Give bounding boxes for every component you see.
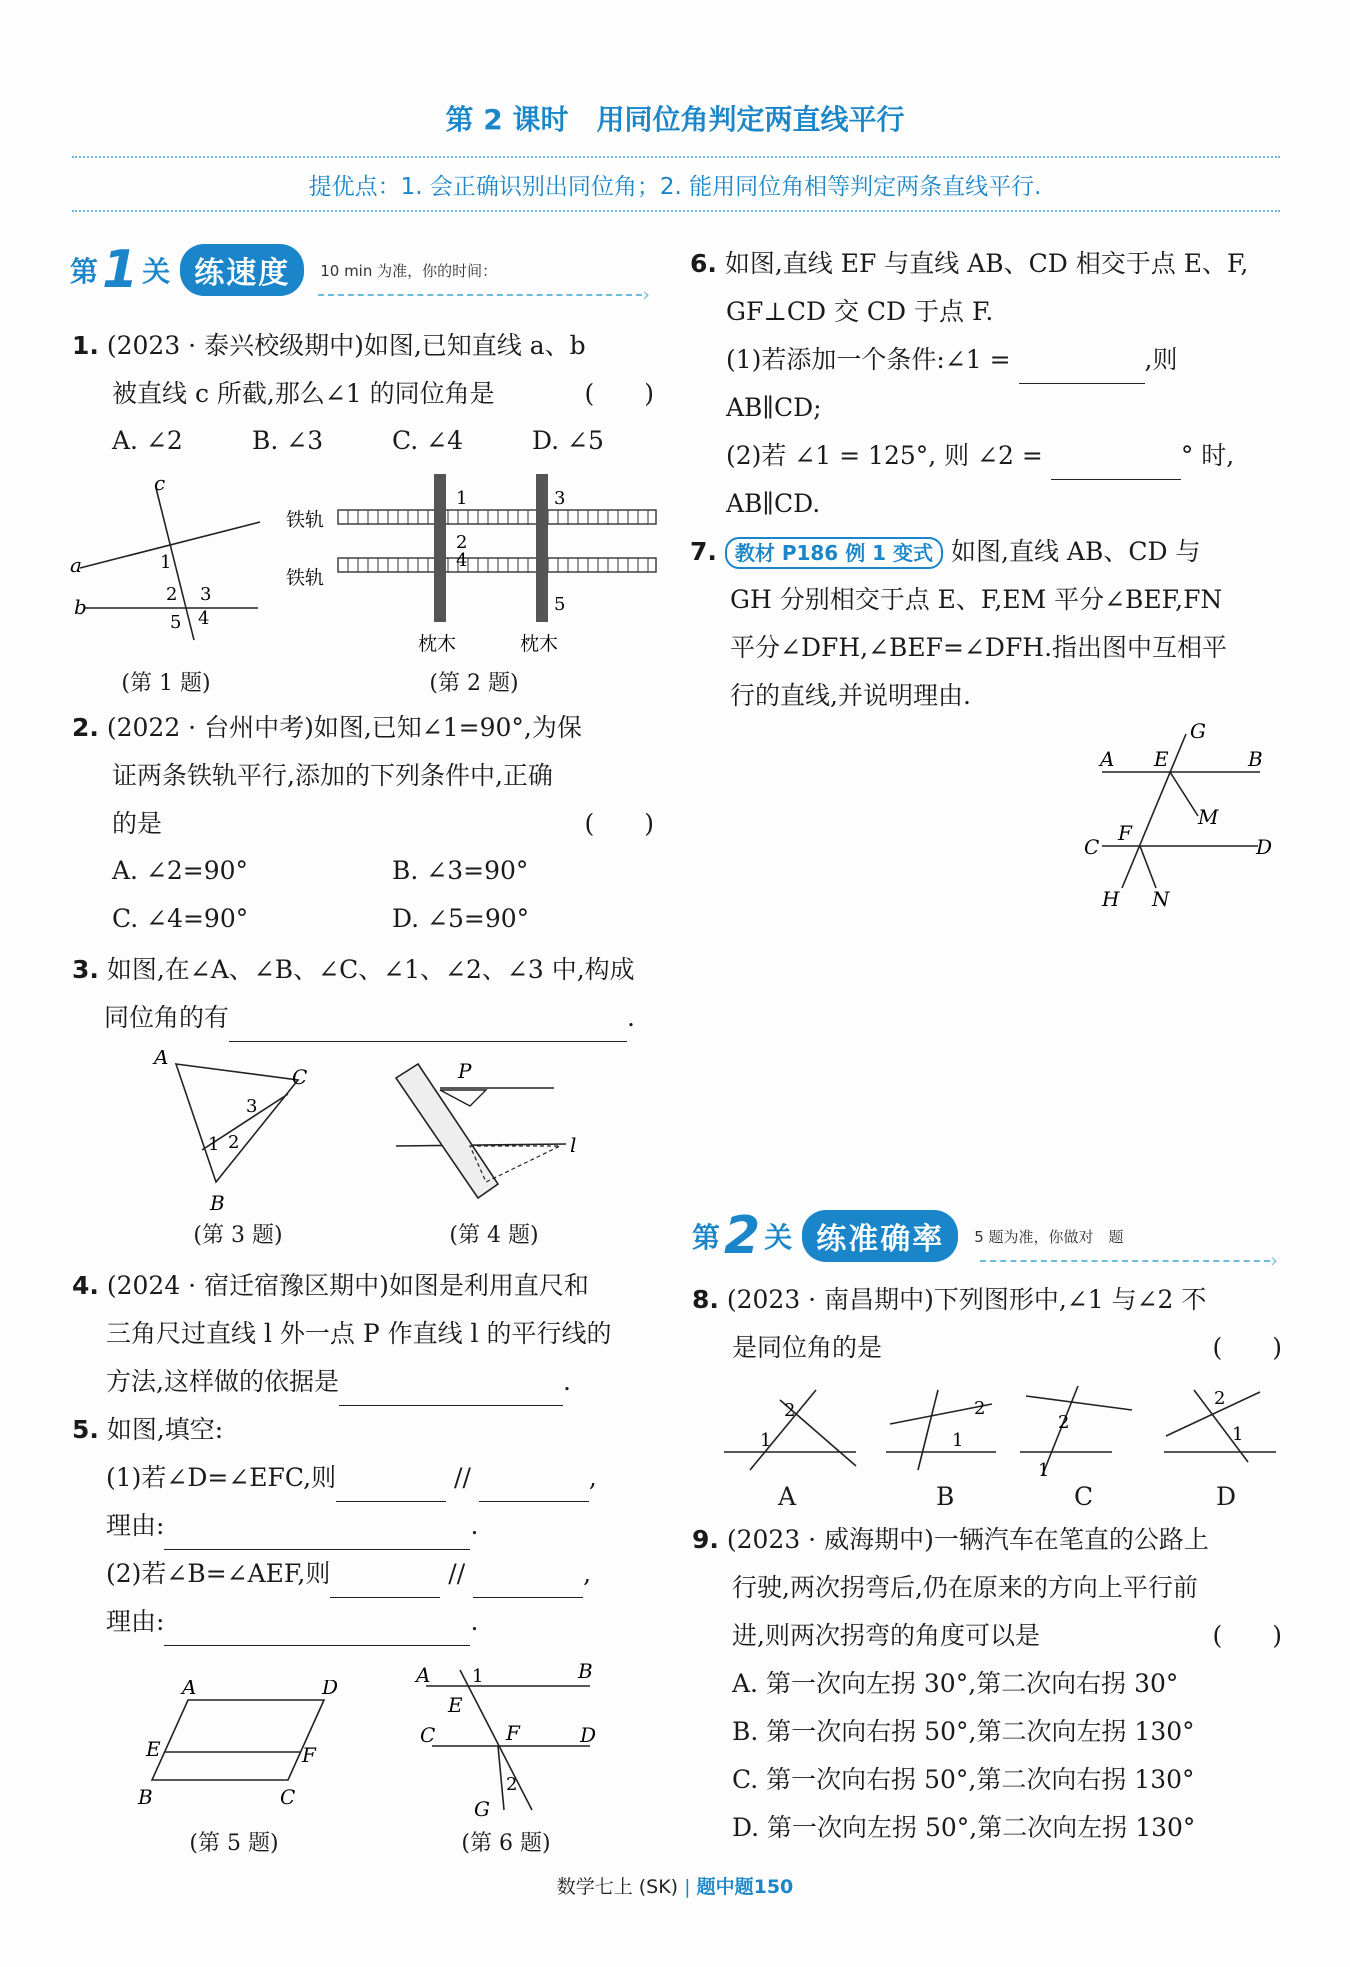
q6-line1: 如图,直线 EF 与直线 AB、CD 相交于点 E、F,	[724, 249, 1249, 278]
q8-choice-d: D	[1216, 1482, 1237, 1511]
question-8	[692, 1276, 1282, 1372]
q3-line2: 同位角的有	[104, 1003, 230, 1032]
figure-3	[150, 1050, 320, 1218]
fig6-label-G: G	[474, 1797, 490, 1820]
divider-top	[72, 156, 1280, 158]
fig7-label-B: B	[1248, 747, 1263, 771]
fig7-ray-FN	[1140, 846, 1156, 888]
q2-line1: (2022 · 台州中考)如图,已知∠1=90°,为保	[106, 713, 582, 742]
q8-line1: (2023 · 南昌期中)下列图形中,∠1 与∠2 不	[726, 1285, 1207, 1314]
fig5-label-F: F	[302, 1743, 316, 1767]
q8-d-label-2: 2	[1214, 1388, 1226, 1409]
q9-option-c: C. 第一次向右拐 50°,第二次向右拐 130°	[732, 1765, 1195, 1794]
q7-textbook-tag: 教材 P186 例 1 变式	[725, 537, 943, 569]
q5-reason-2-blank[interactable]	[164, 1615, 470, 1646]
fig1-label-c: c	[154, 471, 166, 495]
q8-c-label-1: 1	[1038, 1460, 1050, 1481]
q5-p1: (1)若∠D=∠EFC,则	[106, 1463, 337, 1492]
fig6-line-GF	[498, 1746, 504, 1810]
fig5-label-B: B	[138, 1785, 153, 1809]
fig6-label-A: A	[416, 1663, 431, 1687]
fig7-label-A: A	[1100, 747, 1115, 771]
fig1-label-5: 5	[170, 612, 182, 633]
fig5-label-E: E	[146, 1737, 161, 1761]
fig7-label-D: D	[1256, 835, 1273, 859]
stage1-line	[318, 294, 642, 296]
question-1	[72, 322, 654, 418]
fig2-label-2: 2	[456, 532, 468, 553]
fig2-sleeper-label-1: 枕木	[418, 633, 457, 655]
q8-a-label-1: 1	[760, 1430, 772, 1451]
figure-2	[282, 474, 662, 660]
q3-num: 3.	[72, 955, 99, 984]
q5-p1-parallel: //	[454, 1463, 471, 1492]
fig2-rail-label-1: 铁轨	[286, 509, 325, 531]
q7-line2: GH 分别相交于点 E、F,EM 平分∠BEF,FN	[730, 585, 1223, 614]
stage2-guan: 关	[764, 1221, 793, 1254]
footer-book: 数学七上 (SK)	[556, 1876, 679, 1898]
q4-blank[interactable]	[339, 1375, 563, 1406]
q9-paren: ( )	[1212, 1621, 1282, 1650]
fig2-rail-bottom	[338, 558, 656, 572]
fig4-ruler	[396, 1064, 498, 1198]
q5-p2-parallel: //	[448, 1559, 466, 1588]
stage1-header	[70, 240, 498, 300]
stage1-name: 练速度	[180, 244, 304, 296]
q4-num: 4.	[72, 1271, 99, 1300]
q1-line1: (2023 · 泰兴校级期中)如图,已知直线 a、b	[106, 331, 586, 360]
stage2-line	[980, 1260, 1270, 1262]
fig3-label-C: C	[292, 1065, 308, 1089]
q6-p2a: (2)若 ∠1 = 125°, 则 ∠2 =	[726, 441, 1043, 470]
fig6-label-2: 2	[506, 1774, 518, 1795]
fig5-label-C: C	[280, 1785, 296, 1809]
stage2-name: 练准确率	[802, 1210, 958, 1262]
fig5-label-D: D	[322, 1680, 339, 1699]
q8-b-label-1: 1	[952, 1430, 964, 1451]
fig1-label-3: 3	[200, 584, 212, 605]
fig3-label-A: A	[154, 1050, 169, 1069]
question-3: 3. 如图,在∠A、∠B、∠C、∠1、∠2、∠3 中,构成 同位角的有 .	[72, 946, 654, 1042]
fig1-label-b: b	[74, 595, 87, 619]
q8-choice-a: A	[778, 1482, 797, 1511]
lesson-title: 第 2 课时 用同位角判定两直线平行	[445, 103, 905, 136]
q9-line1: (2023 · 威海期中)一辆汽车在笔直的公路上	[726, 1525, 1209, 1554]
fig1-label-1: 1	[160, 552, 172, 573]
fig1-caption: (第 1 题)	[121, 671, 211, 696]
fig7-label-N: N	[1152, 887, 1170, 911]
stage1-num: 1	[102, 240, 139, 300]
stage1-di: 第	[70, 255, 99, 288]
fig1-label-a: a	[70, 553, 82, 577]
stage1-note: 10 min 为准，你的时间：	[320, 261, 498, 280]
q9-num: 9.	[692, 1525, 719, 1554]
fig3-triangle	[176, 1064, 298, 1182]
figure-6	[410, 1650, 610, 1820]
question-4: 4. (2024 · 宿迁宿豫区期中)如图是利用直尺和 三角尺过直线 l 外一点 P 作直线 l 的平行线的 方法,这样做的依据是 .	[72, 1262, 654, 1406]
fig4-triangle-top	[440, 1090, 486, 1106]
q6-p1-blank[interactable]	[1019, 353, 1145, 384]
fig6-label-C: C	[420, 1723, 436, 1747]
q4-line2: 三角尺过直线 l 外一点 P 作直线 l 的平行线的	[106, 1319, 612, 1348]
q6-line2: GF⊥CD 交 CD 于点 F.	[726, 297, 994, 326]
stage2-note: 5 题为准，你做对 题	[974, 1227, 1124, 1246]
q5-p1-blank-1[interactable]	[336, 1471, 446, 1502]
fig3-label-2: 2	[228, 1132, 240, 1153]
q2-option-a: A. ∠2=90°	[112, 856, 249, 885]
footer-brand: 题中题	[696, 1876, 754, 1898]
question-9	[692, 1516, 1282, 1852]
fig2-sleeper-left	[434, 474, 446, 622]
q4-line3: 方法,这样做的依据是	[106, 1367, 339, 1396]
q9-option-b: B. 第一次向右拐 50°,第二次向左拐 130°	[732, 1717, 1195, 1746]
fig5-caption: (第 5 题)	[189, 1831, 279, 1856]
fig3-label-B: B	[210, 1191, 225, 1215]
fig3-caption: (第 3 题)	[193, 1223, 283, 1248]
question-6	[690, 240, 1282, 528]
q8-figure-a	[724, 1390, 856, 1470]
q9-option-a: A. 第一次向左拐 30°,第二次向右拐 30°	[732, 1669, 1179, 1698]
fig6-caption: (第 6 题)	[461, 1831, 551, 1856]
q8-figures	[720, 1380, 1280, 1496]
fig2-label-3: 3	[554, 488, 566, 509]
q2-line2: 证两条铁轨平行,添加的下列条件中,正确	[112, 761, 553, 790]
fig5-label-A: A	[182, 1680, 197, 1699]
fig2-caption: (第 2 题)	[429, 671, 519, 696]
fig6-label-B: B	[578, 1659, 593, 1683]
q8-c-label-2: 2	[1058, 1412, 1070, 1433]
q3-line1: 如图,在∠A、∠B、∠C、∠1、∠2、∠3 中,构成	[106, 955, 635, 984]
q2-paren: ( )	[584, 809, 654, 838]
fig6-label-1: 1	[472, 1666, 484, 1687]
q4-line1: (2024 · 宿迁宿豫区期中)如图是利用直尺和	[106, 1271, 589, 1300]
fig2-label-5: 5	[554, 594, 566, 615]
q6-p2c: AB∥CD.	[726, 489, 821, 518]
fig6-label-F: F	[506, 1721, 520, 1745]
q1-line2: 被直线 c 所截,那么∠1 的同位角是	[112, 379, 495, 408]
fig2-sleeper-right	[536, 474, 548, 622]
q5-p2-blank-1[interactable]	[330, 1567, 440, 1598]
q5-reason-1: 理由:	[106, 1511, 165, 1540]
fig2-rail-top	[338, 510, 656, 524]
fig4-label-l: l	[570, 1133, 577, 1157]
q5-p1-blank-2[interactable]	[479, 1471, 589, 1502]
q7-line4: 行的直线,并说明理由.	[730, 681, 971, 710]
fig7-label-F: F	[1118, 821, 1132, 845]
q8-paren: ( )	[1212, 1333, 1282, 1362]
figure-5	[130, 1680, 350, 1820]
figure-4	[386, 1050, 586, 1218]
fig6-line-EF	[460, 1670, 532, 1810]
q1-option-a: A. ∠2	[112, 426, 183, 455]
stage2-di: 第	[692, 1221, 721, 1254]
q2-option-b: B. ∠3=90°	[392, 856, 529, 885]
stage1-guan: 关	[142, 255, 171, 288]
q8-d-label-1: 1	[1232, 1424, 1244, 1445]
q8-figure-c	[1020, 1386, 1132, 1481]
q2-line3: 的是	[112, 809, 163, 838]
q8-figure-b	[886, 1390, 996, 1470]
q1-num: 1.	[72, 331, 99, 360]
page-footer: 数学七上 (SK) | 题中题150	[556, 1876, 794, 1898]
fig1-label-2: 2	[166, 584, 178, 605]
fig7-label-H: H	[1102, 887, 1120, 911]
figure-7	[1076, 716, 1276, 916]
divider-bottom	[72, 210, 1280, 212]
fig6-label-D: D	[580, 1723, 597, 1747]
q9-option-d: D. 第一次向左拐 50°,第二次向左拐 130°	[732, 1813, 1196, 1842]
tips-line: 提优点：1. 会正确识别出同位角；2. 能用同位角相等判定两条直线平行.	[308, 174, 1042, 200]
q8-num: 8.	[692, 1285, 719, 1314]
q9-line3: 进,则两次拐弯的角度可以是	[732, 1621, 1040, 1650]
figure-1	[70, 470, 270, 650]
q1-option-c: C. ∠4	[392, 426, 463, 455]
question-2	[72, 704, 654, 848]
question-7	[690, 528, 1282, 720]
q7-line1: 如图,直线 AB、CD 与	[951, 537, 1201, 566]
fig7-label-M: M	[1198, 805, 1219, 829]
q8-choice-c: C	[1074, 1482, 1094, 1511]
q9-line2: 行驶,两次拐弯后,仍在原来的方向上平行前	[732, 1573, 1198, 1602]
q5-p2-blank-2[interactable]	[473, 1567, 583, 1598]
q5-p2: (2)若∠B=∠AEF,则	[106, 1559, 331, 1588]
q7-line3: 平分∠DFH,∠BEF=∠DFH.指出图中互相平	[730, 633, 1228, 662]
q8-a-label-2: 2	[784, 1400, 796, 1421]
fig4-caption: (第 4 题)	[449, 1223, 539, 1248]
question-5: 5. 如图,填空: (1)若∠D=∠EFC,则 // , 理由: . (2)若∠B=∠AEF,则 // , 理由: .	[72, 1406, 654, 1646]
fig2-sleeper-label-2: 枕木	[520, 633, 559, 655]
fig7-label-G: G	[1190, 719, 1206, 743]
q6-p2b: ° 时,	[1180, 441, 1235, 470]
stage2-header	[692, 1206, 1124, 1266]
fig3-label-1: 1	[208, 1134, 220, 1155]
q1-option-d: D. ∠5	[532, 426, 604, 455]
q5-reason-1-blank[interactable]	[164, 1519, 470, 1550]
q2-option-d: D. ∠5=90°	[392, 904, 530, 933]
q3-blank[interactable]	[229, 1011, 627, 1042]
q5-reason-2: 理由:	[106, 1607, 165, 1636]
q7-num: 7.	[690, 537, 717, 566]
q6-p1a: (1)若添加一个条件:∠1 =	[726, 345, 1011, 374]
fig7-ray-EM	[1170, 772, 1198, 816]
fig1-label-4: 4	[198, 608, 210, 629]
fig7-label-E: E	[1154, 747, 1169, 771]
fig3-label-3: 3	[246, 1096, 258, 1117]
q5-num: 5.	[72, 1415, 99, 1444]
fig2-label-4: 4	[456, 550, 468, 571]
q8-choice-b: B	[936, 1482, 955, 1511]
fig2-rail-label-2: 铁轨	[286, 567, 325, 589]
fig7-label-C: C	[1084, 835, 1100, 859]
q6-p2-blank[interactable]	[1051, 449, 1181, 480]
q8-line2: 是同位角的是	[732, 1333, 883, 1362]
q2-num: 2.	[72, 713, 99, 742]
q6-p1c: AB∥CD;	[726, 393, 822, 422]
fig5-parallelogram	[152, 1700, 324, 1780]
q1-paren: ( )	[584, 379, 654, 408]
q6-num: 6.	[690, 249, 717, 278]
q8-figure-d	[1164, 1388, 1276, 1462]
fig6-label-E: E	[448, 1693, 463, 1717]
q8-b-label-2: 2	[974, 1398, 986, 1419]
q1-option-b: B. ∠3	[252, 426, 324, 455]
footer-page-number: 150	[753, 1876, 794, 1898]
stage2-num: 2	[724, 1206, 761, 1266]
q2-option-c: C. ∠4=90°	[112, 904, 249, 933]
q5-line1: 如图,填空:	[106, 1415, 224, 1444]
fig2-label-1: 1	[456, 488, 468, 509]
fig4-label-P: P	[458, 1059, 472, 1083]
q6-p1b: ,则	[1144, 345, 1178, 374]
